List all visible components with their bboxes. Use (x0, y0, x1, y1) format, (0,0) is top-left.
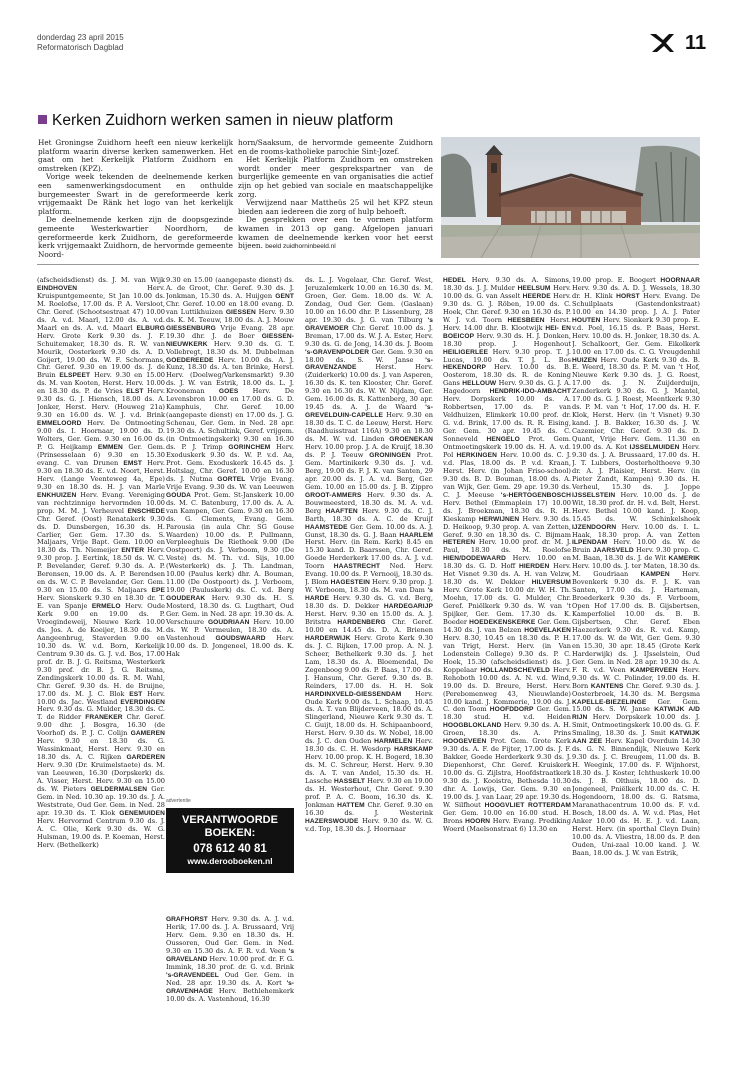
place-name: ERMELO (91, 603, 121, 611)
headline-square-icon (38, 115, 47, 124)
place-name: EVERDINGEN (120, 698, 165, 706)
place-name: HEESBEEN (507, 316, 545, 324)
place-name: GOUDA (166, 491, 192, 499)
place-name: HOOGVLIET ROTTERDAM (484, 801, 571, 809)
place-name: HOOGEVEEN (443, 738, 487, 746)
newspaper-logo-icon (648, 32, 676, 54)
place-name: HERKINGEN (456, 451, 498, 459)
church-photo (441, 137, 700, 258)
place-name: ENTER (121, 547, 145, 555)
church-listings-column-1: (afscheidsdienst) ds. J. M. van Wijk EINDHOVEN Herv. Kruispuntgemeente, St Jan 10.00 ds. M. Roelofse, 17.00 ds. P. A. Versloot, Chr. Geref. (Schootsestraat 47) 10.00 ds. A. v.d. Maarl, 12.00 ds. A. v.d. Maarl en ds. A. v.d. Maarl ELBURG Herv. Grote Kerk 9.30 ds. J. F. Schuitemaker, 18.30 ds. R. W. van Mourik, Oosterkerk 9.30 ds. A. D. Goijert, 19.00 ds. W. F. Schormans, Chr. Geref. 9.30 en 19.00 ds. J. de Bruin ELSPEET Herv. 9.30 en 15.00 ds. M. van Kooten, Herst. Herv. 10.00 en 18.30 ds. P. de Vries ELST Herv. 9.30 ds. G. J. Hiensch, 18.00 ds. A. Jonker, Herst. Herv. (Houweg 21a) 9.30 en 16.00 ds. W. J. v.d. Brink EMMELOORD Herv. De Ontmoeting 9.00 ds. I. Hoornaar, 19.00 ds. D. Wolters, Ger. Gem. 9.30 en 16.00 ds. P. G. Heijkamp EMMEN Ger. Gem. (Prinsesselaan 6) 9.30 en 15.30 evang. C. van Drunen EMST Herv. 9.30 en 18.30 ds. E. v.d. Noort, Herst. Herv. (Lange Veenteweg 4a, Epe) 9.30 en 18.30 ds. H. J. van Marle ENKHUIZEN Herv. Evang. Vereniging van rechtzinnige hervormden 10.00 prop. M. M. J. Verheuvel ENSCHEDE Chr. Geref. (Oost) Renatakerk 9.30 ds. D. Dunsbergen, 16.30 ds. H. Carlier, Ger. Gem. 17.30 ds. S. Maljaars, Vrije Bapt. Gem. 10.00 en 18.30 ds. Th. Niemeijer ENTER Herv. 9.30 prop. J. Eertink, 18.50 ds. W. C. P. Bevelander, Geref. 9.30 ds. A. P. Berensen, 19.00 ds. A. P. Berendsen en ds. W. C. P. Bevelander, Ger. Gem. 9.30 en 15.00 ds. S. Maljaars EPE Herv. Sionskerk 9.30 en 18.30 dr. T. E. van Spanje ERMELO Herv. Oude Kerk 9.00 en 19.00 ds. P. Vroegindeweij, Nieuwe Kerk 10.00 ds. Jos. A. de Koeijer, 18.30 ds. M. Aangeenbrug, Staverden 9.00 en 10.30 ds. W. v.d. Born, Kerkelijk Centrum 9.30 ds. G. J. v.d. Bos, 17.00 prof. dr. B. J. G. Reitsma, Westerkerk 9.30 prof. dr. B. J. G. Reitsma, Zendingskerk 10.00 ds. R. M. Wahl, Chr. Geref. 9.30 ds. H. de Bruijne, 17.00 ds. M. J. C. Blok EST Herv. 10.00 ds. Jac. Westland EVERDINGEN Herv. 9.30 ds. G. Mulder, 18.30 ds. C. T. de Ridder FRANEKER Chr. Geref. 9.00 dhr. J. Bosgra, 16.30 (de Voorhof) ds. P. J. C. Colijn GAMEREN Herv. 9.30 en 18.30 ds. G. Wassinkmaat, Herst. Herv. 9.30 en 18.30 ds. A. C. Rijken GARDEREN Herv. 9.30 (Dr. Kruimelstaete) ds. M. van Leeuwen, 16.30 (Dorpskerk) ds. A. Visser, Herst. Herv. 9.30 en 15.00 ds. W. Pieters GELDERMALSEN Ger. Gem. in Ned. 10.30 ap. 19.30 ds. J. A. Weststrate, Oud Ger. Gem. in Ned. 28 apr. 19.30 ds. T. Klok GENEMUIDEN Herv. Hervormd Centrum 9.30 ds. J. A. C. Olie, Kerk 9.30 ds. W. G. Hulsman, 19.00 ds. P. Koeman, Herst. Herv. (Bethelkerk) (37, 277, 165, 849)
place-name: 's-GRAVENPOLDER (305, 348, 370, 356)
place-name: ELST (126, 388, 144, 396)
place-name: HEDEL (443, 277, 466, 284)
place-name: EPE (151, 587, 165, 595)
place-name: HAARLEM (399, 531, 433, 539)
place-name: ELBURG (136, 324, 165, 332)
place-name: 's-GRAVENHAGE (166, 979, 294, 995)
advertisement-label: advertentie (166, 798, 191, 804)
place-name: EMST (123, 459, 143, 467)
place-name: HOEVELAKEN (524, 626, 571, 634)
article-paragraph: Het Groningse Zuidhorn heeft een nieuw kerkelijk platform waarin diverse kerken samenwerken. Het gaat om het Kerkelijk Platform Zuidhorn en omstreken (KPZ). (38, 138, 233, 173)
place-name: GROOT-AMMERS (305, 491, 362, 499)
place-name: GIESSENBURG (166, 324, 216, 332)
place-name: GIESSEN (225, 308, 256, 316)
place-name: KANTENS (590, 682, 624, 690)
place-name: GRONINGEN (369, 451, 411, 459)
place-name: HAGESTEIN (330, 579, 371, 587)
place-name: HOOFDDORP (489, 706, 534, 714)
church-listings-column-5: 19.00 prop. E. Boogert HOORNAAR Herv. 9.30 ds. A. D. J. Wessels, 18.30 dr. H. Klink HORST Herv. Evang. De Schuilplaats (Gastendonkstraat) 10.00 en 14.30 prop. J. A. J. Pater HOUTEN Herv. Sionkerk 9.30 prop. E. v.d. Poel, 16.15 ds. P. Baas, Herst. Herv. 10.00 ds. H. Jonker, 18.30 ds. A. J. Schalkoort, Ger. Gem. Eikolkerk 10.00 en 17.00 ds. C. G. Vreugdenhil HUIZEN Herv. Oude Kerk 9.30 ds. B. E. Weerd, 18.30 ds. P. M. van 't Hof, Nieuwe Kerk 9.30 ds. J. G. Roest, 17.00 ds. J. N. Zuijderduijn, Zenderkerk 9.30 ds. G. J. Mantel, 17.00 ds. G. J. Roest, Meentkerk 9.30 ds. P. M. van 't Hof, 17.00 ds. H. F. Klok, Herst. Herv. (in 't Visnet) 9.30 kand. J. B. Bakker, 16.30 ds. J. W. Cazemier, Chr. Geref. 9.30 ds. D. Quant, Vrije Herv. Gem. 11.30 en 19.00 ds. A. Kot IJSSELMUIDEN Herv. 9.30 ds. J. A. Brussaard, 17.00 ds. H. J. T. Lubbers, Oosterholthoeve 9.30 dr. A. J. Plaisier, Herst. Herv. (in Pieter Zandt, Kampen) 9.30 ds. H. Verheul, 15.30 ds. J. Joppe IJSSELSTEIN Herv. 10.00 ds. J. de Wit, 18.30 prof. dr. H. v.d. Belt, Herst. Herv. Bethel 10.00 kand. J. Koop, 15.45 ds. W. Schinkelshoek IJZENDOORN Herv. 10.00 ds. I. L. Haak, 18.30 prop. A. van Zetten ILPENDAM Herv. 10.00 ds. W. de Bruin JAARSVELD Herv. 9.30 prop. C. M. Baan, 18.30 ds. J. de Wit KAMERIK Herv. 10.00 ds. J. ter Maten, 18.30 ds. M. Goudriaan KAMPEN Herv. Bovenkerk 9.30 ds. F. J. K. van Santen, 17.00 ds. J. Harteman, Broederkerk 9.30 ds. F. Verboom, Open Hof 17.00 ds. B. Gijsbertsen, Kamperfoliel 10.00 ds. B. B. Gijsbertsen, Chr. Geref. Eben Haezerkerk 9.30 ds. R. v.d. Kamp, 17.00 ds. W. de Wit, Ger. Gem. 9.30 en 15.30, 30 apr. 18.45 (Grote Kerk Harderwijk) ds. J. IJsselstein, Oud Ger. Gem. in Ned. 28 apr. 19.30 ds. A. F. R. v.d. Veen KAMPERVEEN Herv. 9.30 ds. W. C. Polinder, 19.00 ds. H. Born KANTENS Chr. Geref. 9.30 ds. J. Oosterbroek, 14.30 ds. M. Bergsma KAPELLE-BIEZELINGE Ger. Gem. 15.00 ds. S. W. Janse KATWIJK A/D RIJN Herv. Dorpskerk 10.00 ds. J. Smit, Ontmoetingskerk 10.00 ds. G. F. Smaling, 18.30 ds. J. Smit KATWIJK AAN ZEE Herv. Kapel Overduin 14.30 ds. G. N. Binnendijk, Nieuwe Kerk 9.30 ds. J. C. Breugem, 11.00 ds. B. H. Weegink, 17.00 ds. F. Wijnhorst, 18.30 ds. J. Koster, Ichthuskerk 10.00 ds. J. B. Olthuis, 18.00 ds. D. Jongeneel, Pniëlkerk 10.00 ds. C. H. Hogendoorn, 18.00 ds. G. Ratsma, Maranathacentrum 10.00 ds. F. v.d. Bosch, 18.00 ds. A. W. v.d. Plas, Het Anker 10.00 ds. H. E. J. v.d. Laan, Herst. Herv. (in sporthal Cleyn Duin) 10.00 ds. A. Vliestra, 18.00 ds. P. den Ouden, Uni-zaal 10.00 kand. J. W. Baan, 18.00 ds. J. W. van Estrik, (572, 277, 700, 857)
header-paper: Reformatorisch Dagblad (37, 43, 124, 52)
advertisement (166, 798, 294, 873)
place-name: EINDHOVEN (37, 284, 78, 292)
place-name: HORST (616, 292, 640, 300)
place-name: 's GRAVEMOER (305, 316, 433, 332)
place-name: HEERDE (522, 292, 551, 300)
place-name: HIERDEN (519, 563, 550, 571)
place-name: KATWIJK AAN ZEE (572, 730, 700, 746)
article-paragraph: De gesprekken over een te vormen platform kwamen in 2013 op gang. Afgelopen januari kwamen de deelnemende kerken voor het eerst bijeen. beeld zuidhorninbeeld.nl (238, 215, 433, 251)
place-name: HILVERSUM (531, 579, 571, 587)
place-name: HEKENDORP (443, 364, 487, 372)
article-paragraph: De deelnemende kerken zijn de doopsgezinde gemeente Westerkwartier Noordhorn, de gereformeerde kerk Zuidhorn, de gereformeerde kerk vrijgemaakt Zuidhorn, de hervormde gemeente Noord- (38, 215, 233, 259)
article-paragraph: Verwijzend naar Mattheüs 25 wil het KPZ steun bieden aan iedereen die zorg of hulp behoeft. (238, 198, 433, 216)
article-paragraph: horn/Saaksum, de hervormde gemeente Zuidhorn en de rooms-katholieke parochie Sint-Jozef. (238, 138, 433, 156)
place-name: HAZERSWOUDE (305, 817, 359, 825)
place-name: GELDERMALSEN (90, 786, 148, 793)
article-headline: Kerken Zuidhorn werken samen in nieuw platform (38, 112, 393, 130)
place-name: KAPELLE-BIEZELINGE (572, 698, 647, 706)
place-name: GENEMUIDEN (119, 809, 165, 817)
place-name: KAMPERVEEN (630, 666, 678, 674)
place-name: HOEDEKENSKERKE (469, 618, 536, 626)
place-name: FRANEKER (85, 714, 123, 722)
place-name: ELSPEET (59, 372, 91, 380)
place-name: 's HARDE (305, 587, 433, 603)
place-name: HASSELT (334, 778, 366, 786)
header-date: donderdag 23 april 2015 (37, 33, 124, 42)
place-name: HENGELO (486, 436, 520, 444)
place-name: HAAFTEN (325, 507, 358, 515)
place-name: HENDRIK-IDO-AMBACHT (489, 388, 571, 396)
place-name: 's GRAVELAND (166, 947, 294, 963)
place-name: ENSCHEDE (127, 507, 165, 515)
place-name: GAMEREN (130, 730, 165, 738)
article-column-1 (38, 139, 233, 259)
place-name: HOORN (465, 817, 491, 825)
place-name: IJSSELMUIDEN (629, 444, 680, 452)
church-listings-column-4: HEDEL Herv. 9.30 ds. A. Simons, 18.30 ds. J. J. Mulder HEELSUM Herv. 10.00 ds. G. van Asselt HEERDE Herv. 9.30 ds. G. J. Röben, 19.00 ds. C. Hoek, Chr. Geref. 9.30 en 16.30 ds. P. W. J. v.d. Toorn HEESBEEN Herst. Herv. 14.00 dhr. B. Klootwijk HEI- EN BOEICOP Herv. 9.30 ds. H. J. Donken, 18.30 prop. J. Hogenhout HEILIGERLEE Herv. 9.30 prop. T. J. Lucas, 19.00 ds. T. J. L. Bos HEKENDORP Herv. 10.00 ds. B. Oosterom, 18.30 ds. R. de Koning Gans HELLOUW Herv. 9.30 ds. G. J. A. Hagedoorn HENDRIK-IDO-AMBACHT Herv. Dorpskerk 10.00 ds. A. Robbertsen, 17.00 ds. P. van Veldhuizen, Elimkerk 10.00 prof. dr. G. v.d. Brink, 17.00 ds. R. R. Eising, Ger. Gem. 30 apr. 19.45 ds. C. Sonneveld HENGELO Prot. Gem. Ontmoetingskerk 19.00 ds. H. A. v.d. Pol HERKINGEN Herv. 10.00 ds. C. J. v.d. Plas, 18.00 ds. P. v.d. Kraan, Herst. Herv. (in Johan Friso-school) 9.30 ds. B. D. Bouman, 18.00 ds. A. van Wijk, Ger. Gem. 29 apr. 19.30 ds. C. J. Meeuse 's-HERTOGENBOSCH Herv. Bethel (Emmaplein 17) 10.00 ds. J. Broekman, 18.30 ds. R. H. Kieskamp HERWIJNEN Herv. 9.30 ds. D. Heikoop, 9.30 prop. A. van Zetten, Geref. 9.30 en 18.30 ds. C. Bijmam HETEREN Herv. 10.00 prof. dr. M. J. Paul, 18.30 ds. M. Roelofse HIEN/DODEWAARD Herv. 10.00 en 18.30 ds. G. D. Hoff HIERDEN Herv. Het Visnet 9.30 ds. A. H. van Velzw, 18.30 ds. W. Dekker HILVERSUM Herv. Grote Kerk 10.00 dr. W. H. Th. Moehn, 17.00 ds. G. Mulder, Chr. Geref. Pniëlkerk 9.30 ds. W. van 't Spijker, Ger. Gem. 17.30 ds. K. Boeder HOEDEKENSKERKE Ger. Gem. 14.30 ds. J. van Belzen HOEVELAKEN Herv. 8.30, 10.45 en 18.30 ds. P. H. van Trigt, Herst. Herv. (in Van Lodenstein College) 9.30 ds. P. C. Hoek, 15.30 (afscheidsdienst) ds. J. Koppelaar HOLLANDSCHEVELD Herv. Rehoboth 10.00 ds. A. N. v.d. Wind, 19.00 ds. D. Breure, Herst. Herv. (Perebomenweg 43, Nieuwlande) 10.00 kand. J. Kommerie, 19.00 ds. J. C. den Toom HOOFDDORP Ger. Gem. 18.30 stud. H. v.d. Heiden HOOGBLOKLAND Herv. 9.30 ds. A. H. Groen, 18.30 ds. A. Prins HOOGEVEEN Prot. Gem. Grote Kerk 9.30 ds. A. F. de Fijter, 17.00 ds. J. F. Bakker, Goede Herderkerk 9.30 ds. J. Diepenhorst, Chr. Geref. Kruiskerk 10.00 ds. G. Zijlstra, Hoofdstraatkerk 9.30 ds. J. Kooistra, Bethesda 10.30 dhr. A. Lowijs, Ger. Gem. 9.30 en 19.00 ds. J. van Laar, 29 apr. 19.30 ds. W. Silfhout HOOGVLIET ROTTERDAM Ger. Gem. 10.00 en 16.00 stud. H. Brons HOORN Herv. Evang. Prediking Woerd (Maelsonstraat 6) 13.30 en (443, 277, 571, 833)
place-name: HAASTRECHT (333, 563, 381, 571)
place-name: GARDEREN (126, 754, 165, 762)
ad-headline: VERANTWOORDE (182, 814, 278, 826)
place-name: HARDERWIJK (305, 634, 351, 642)
church-listings-column-2b: GRAFHORST Herv. 9.30 ds. A. J. v.d. Herik, 17.00 ds. J. A. Brussaard, Vrij Herv. Gem. 9.30 en 18.30 ds. H. Oussoren, Oud Ger. Gem. in Ned. 9.30 en 15.30 ds. A. F. R. v.d. Veen 's GRAVELAND Herv. 10.00 prof. dr. F. G. Immink, 18.30 prof. dr. G. v.d. Brink 's-GRAVENDEEL Oud Ger. Gem. in Ned. 28 apr. 19.30 ds. A. Kort 's-GRAVENHAGE Herv. Bethlehemkerk 10.00 ds. A. Vastenhoud, 16.30 (166, 915, 294, 1003)
page-number: 11 (685, 32, 707, 54)
place-name: 's-HERTOGENBOSCH (500, 491, 571, 499)
place-name: GROENEKAN (389, 436, 433, 444)
place-name: HETEREN (443, 539, 476, 547)
place-name: HARDEGARIJP (383, 603, 433, 611)
place-name: GIESSEN-NIEUWKERK (166, 332, 294, 348)
place-name: ILPENDAM (572, 539, 608, 547)
place-name: GOUDRIAAN (207, 618, 250, 626)
place-name: GOUDSWAARD (215, 634, 266, 642)
place-name: HELLOUW (462, 380, 497, 388)
place-name: GORTEL (217, 475, 246, 483)
church-photo-image (441, 137, 700, 258)
place-name: HOUTEN (572, 316, 601, 324)
place-name: JAARSVELD (592, 547, 634, 555)
place-name: HARDINXVELD-GIESSENDAM (305, 690, 402, 698)
place-name: HOLLANDSCHEVELD (480, 666, 550, 674)
place-name: HEILIGERLEE (443, 348, 489, 356)
place-name: GRAFHORST (166, 916, 208, 923)
article-paragraph: Vorige week tekenden de deelnemende kerken een samenwerkingsdocument en onthulde burgemeester Swart in de gereformeerde kerk vrijgemaakt De Ränk het logo van het kerkelijk platform. (38, 172, 233, 216)
place-name: 's-GREVELDUIN-CAPELLE (305, 404, 433, 420)
place-name: HOOGBLOKLAND (443, 722, 502, 730)
place-name: IJSSELSTEIN (572, 491, 616, 499)
place-name: 's-GRAVENZANDE (305, 356, 433, 372)
place-name: KATWIJK A/D RIJN (572, 706, 700, 722)
place-name: GORINCHEM (228, 444, 271, 452)
place-name: HEI- EN BOEICOP (443, 324, 571, 340)
place-name: EMMEN (97, 444, 123, 452)
place-name: HOORNAAR (660, 277, 700, 284)
church-listings-column-2: 9.30 en 15.00 (aangepaste dienst) ds. A. de Groot, Chr. Geref. 9.30 ds. J. Jonkman, 15.30 ds. A. Huijgen GENT Chr. Geref. 10.00 en 18.00 evang. D. van Luttikhuizen GIESSEN Herv. 9.30 ds. K. M. Teeuw, 18.00 ds. A. J. Mouw GIESSENBURG Vrije Evang. 28 apr. 19.30 dhr. J. de Boer GIESSEN-NIEUWKERK Herv. 9.30 ds. G. T. Vollebregt, 18.30 ds. M. Dubbelman GOEDEREEDE Herv. 10.00 ds. A. J. Kunz, 18.30 ds. A. ten Brinke, Herst. Herv. (Doelweg/Varkensmarkt) 9.30 ds. J. W. van Estrik, 18.00 ds. L. J. Krooneman GOES Herv. De Levensbron 10.00 en 17.00 ds. G. D. Kamphuis, Chr. Geref. 10.00 (aangepaste dienst) en 17.00 ds. J. G. Schenau, Ger. Gem. in Ned. 28 apr. 19.30 ds. A. Schultink, Geref. vrijgem. (in Ontmoetingskerk) 9.30 en 16.30 ds. P. J. Trimp GORINCHEM Herv. Exoduskerk 9.30 ds. W. P. v.d. Aa, Prot. Gem. Exoduskerk 16.45 ds. J. Holtslag, Chr. Geref. 10.00 en 16.30 ds. J. Nutma GORTEL Vrije Evang. Vrije Evang. 9.30 ds. W. van Leeuwen GOUDA Prot. Gem. St-Janskerk 10.00 ds. M. C. Batenburg, 17.00 ds. A. A. van Kampen, Ger. Gem. 9.30 en 16.30 ds. G. Clements, Evang. Gem. Parousia (in aula Chr. SG Gouse Waarden) 10.00 ds. P. Pullmann, Verpleeghuis De Riethoek 9.00 (De Oostpoort) ds. J. Verboom, 9.30 (De Veste) ds. M. Th. v.d. Sijs, 10.00 (Westerkerk) ds. J. Th. Landman, 10.00 (Paulus kerk) dhr. A. Bouman, 11.00 (De Oostpoort) ds. J. Verboom, 19.00 (Pauluskerk) ds. C. v.d. Berg GOUDERAK Herv. 9.30 ds. H. S. Mosterd, 18.30 ds. G. Lugthart, Oud Ger. Gem. in Ned. 28 apr. 19.30 ds. A. Verschuure GOUDRIAAN Herv. 10.00 ds. W. P. Vermeulen, 18.30 ds. A. Vastenhoud GOUDSWAARD Herv. 10.00 ds. D. Jongeneel, 18.00 ds. K. Hak (166, 277, 294, 658)
article-column-2 (238, 139, 433, 252)
section-divider (37, 264, 699, 265)
ad-url[interactable]: www.derooboeken.nl (187, 856, 273, 866)
ad-headline-2: BOEKEN: (204, 827, 256, 839)
place-name: EMMELOORD (37, 420, 82, 428)
page-header (37, 33, 124, 53)
place-name: HERWIJNEN (478, 515, 520, 523)
place-name: HEELSUM (517, 284, 551, 292)
place-name: GENT (275, 292, 294, 300)
place-name: 's-GRAVENDEEL (166, 971, 219, 979)
article-paragraph: Het Kerkelijk Platform Zuidhorn en omstreken wordt onder meer gesprekspartner van de burgerlijke gemeente en van organisaties die actief zijn op het gebied van sociale en maatschappelijke zorg. (238, 155, 433, 199)
place-name: EST (129, 690, 143, 698)
place-name: HARMELEN (374, 738, 413, 746)
place-name: HIEN/DODEWAARD (443, 555, 506, 563)
place-name: HUIZEN (572, 356, 598, 364)
ad-phone: 078 612 40 81 (193, 843, 267, 855)
photo-credit: beeld zuidhorninbeeld.nl (265, 243, 336, 251)
advertisement-box[interactable] (166, 808, 294, 873)
place-name: HATTEM (337, 801, 365, 809)
place-name: KAMERIK (668, 555, 700, 563)
place-name: IJZENDOORN (572, 523, 617, 531)
place-name: GOES (218, 388, 239, 396)
place-name: GOUDERAK (166, 595, 206, 603)
place-name: GOEDEREEDE (166, 356, 214, 364)
place-name: HARSKAMP (394, 746, 433, 754)
place-name: HARDENBERG (337, 618, 386, 626)
place-name: HAAMSTEDE (305, 523, 348, 531)
church-listings-column-3: ds. L. J. Vogelaar, Chr. Geref. West, Jeruzalemkerk 10.00 en 16.30 ds. M. Groen, Ger. Gem. 18.00 ds. W. A. Zondag, Oud Ger. Gem. (Gaslaan) 10.00 en 16.00 dhr. P. Lissenburg, 28 apr. 19.30 ds. J. G. van Tilburg 's GRAVEMOER Chr. Geref. 10.00 ds. J. Breman, 17.00 ds. W. J. A. Ester, Herv. 9.30 ds. G. de Jong, 14.30 ds. J. Boom 's-GRAVENPOLDER Ger. Gem. 9.30 en 18.00 ds. S. W. Janse 's-GRAVENZANDE Herst. Herv. (Zuiderkerk) 10.00 ds. J. van Asperen, 16.30 ds. K. ten Klooster, Chr. Geref. 9.30 en 16.30 ds. W. W. Nijdam, Ger. Gem. 16.00 ds. R. Kattenberg, 30 apr. 19.45 ds. A. J. de Waard 's-GREVELDUIN-CAPELLE Herv. 9.30 en 18.30 ds. T. C. de Leeuw, Herst. Herv. (Raadhuisstraat 116A) 9.30 en 18.30 ds. M. W. v.d. Linden GROENEKAN Herv. 10.00 prop. J. A. de Kruijf, 18.30 ds. P. J. Teeuw GRONINGEN Prot. Gem. Martinikerk 9.30 ds. J. v.d. Berg, 19.00 ds. F. J. K. van Santen, 29 apr. 20.00 ds. J. A. v.d. Berg, Ger. Gem. 10.00 en 15.00 ds. J. B. Zippro GROOT-AMMERS Herv. 9.30 ds. A. Bouwmeesterd, 18.30 ds. M. A. v.d. Berg HAAFTEN Herv. 9.30 ds. C. J. Barth, 18.30 ds. A. C. de Kruijf HAAMSTEDE Ger. Gem. 10.00 ds. A. J. Gunst, 18.30 ds. G. J. Baan HAARLEM Herst. Herv. (in Rem. Kerk) 8.45 en 15.30 kand. D. Baarssen, Chr. Geref. Goede Herderkerk 17.00 ds. A. J. v.d. Toorn HAASTRECHT Ned. Herv. Evang. 10.00 ds. P. Vernooij, 18.30 ds. J. Blom HAGESTEIN Herv. 9.30 prop. J. W. Verboom, 18.30 ds. M. van Dam 's HARDE Herv. 9.30 ds. G. v.d. Berg, 18.30 ds. D. Dekker HARDEGARIJP Herst. Herv. 9.30 en 15.00 ds. A. J. Britstra HARDENBERG Chr. Geref. 10.00 en 14.45 ds. D. A. Brienen HARDERWIJK Herv. Grote Kerk 9.30 ds. J. C. Rijken, 17.00 prop. A. N. J. Scheer, Bethelkerk 9.30 ds. J. het Lam, 18.30 ds. A. Bloemendal, De Zegenboog 9.00 ds. P. Baas, 17.00 ds. J. Hansum, Chr. Geref. 9.30 ds. B. Reinders, 17.00 ds. H. H. Sok HARDINXVELD-GIESSENDAM Herv. Oude Kerk 9.00 ds. L. Schaap, 10.45 ds. A. T. van Blijderveen, 18.00 ds. A. Slingerland, Nieuwe Kerk 9.30 ds. T. C. Guijt, 18.00 ds. H. Schipaanboord, Herst. Herv. 9.30 ds. W. Nobel, 18.00 ds. J. C. den Ouden HARMELEN Herv. 18.30 ds. C. H. Wesdorp HARSKAMP Herv. 10.00 prop. K. H. Bogerd, 18.30 ds. M. C. Schreur, Herst. Herv. 9.30 ds. A. T. van Andel, 15.30 ds. H. Lassche HASSELT Herv. 9.30 en 19.00 ds. H. Westerhout, Chr. Geref. 9.30 prof. P. A. C. Boom, 16.30 ds. K. Jonkman HATTEM Chr. Geref. 9.30 en 16.30 ds. J. Westerink HAZERSWOUDE Herv. 9.30 ds. W. G. v.d. Top, 18.30 ds. J. Hoornaar (305, 277, 433, 833)
place-name: KAMPEN (640, 571, 670, 579)
place-name: ENKHUIZEN (37, 491, 77, 499)
